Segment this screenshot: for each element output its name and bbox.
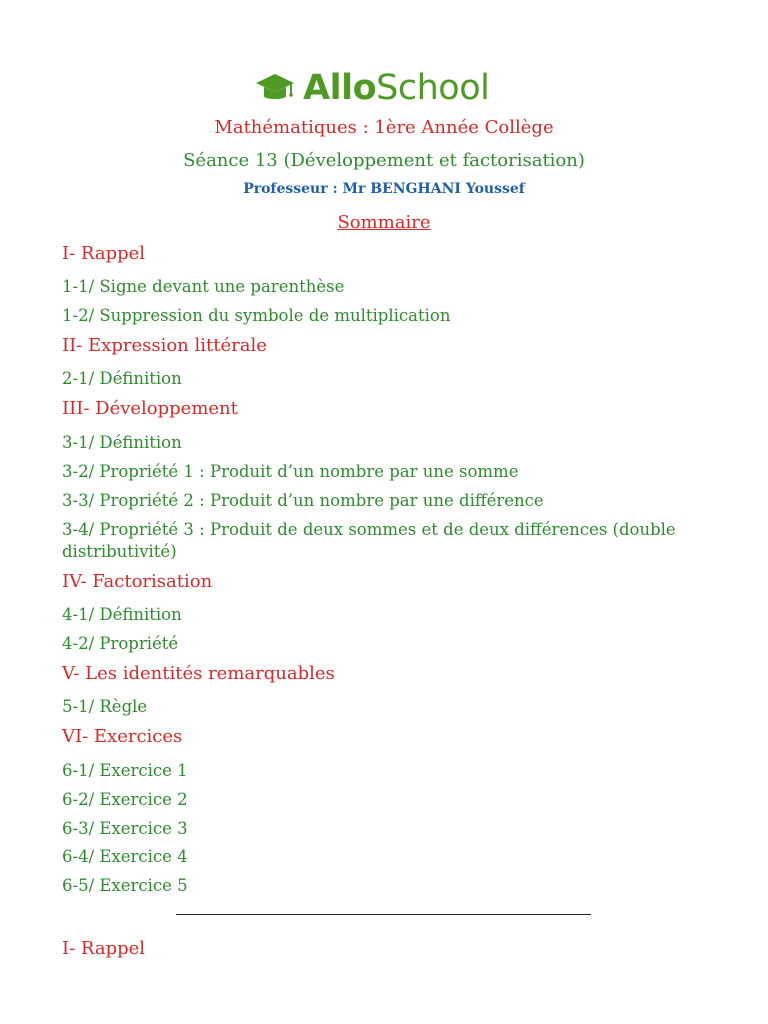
logo-wordmark	[303, 67, 490, 108]
section-heading-rappel: I- Rappel	[62, 938, 146, 959]
toc-section: IV- Factorisation	[62, 571, 213, 592]
session-title: Séance 13 (Développement et factorisation)	[183, 150, 585, 171]
horizontal-divider	[176, 914, 591, 915]
toc-subsection: 3-1/ Définition	[62, 433, 182, 452]
logo-text-bold: Allo	[303, 67, 377, 108]
toc-subsection: 5-1/ Règle	[62, 697, 148, 716]
toc-section: III- Développement	[62, 398, 238, 419]
toc-subsection: 6-5/ Exercice 5	[62, 876, 188, 895]
toc-subsection: 4-2/ Propriété	[62, 634, 179, 653]
toc-section: V- Les identités remarquables	[62, 663, 335, 684]
summary-heading: Sommaire	[337, 212, 431, 233]
toc-subsection: 4-1/ Définition	[62, 605, 182, 624]
toc-subsection: 3-4/ Propriété 3 : Produit de deux sommes et de deux différences (double distributivité)	[62, 520, 676, 561]
toc-subsection: 6-2/ Exercice 2	[62, 790, 188, 809]
toc-subsection: 6-3/ Exercice 3	[62, 819, 188, 838]
professor-name: Professeur : Mr BENGHANI Youssef	[243, 181, 525, 197]
toc-subsection: 6-4/ Exercice 4	[62, 847, 188, 866]
document-title: Mathématiques : 1ère Année Collège	[214, 117, 554, 138]
toc-subsection: 6-1/ Exercice 1	[62, 761, 188, 780]
toc-subsection: 2-1/ Définition	[62, 369, 182, 388]
toc-subsection: 3-2/ Propriété 1 : Produit d’un nombre par une somme	[62, 462, 519, 481]
toc-section: I- Rappel	[62, 243, 146, 264]
toc-section: II- Expression littérale	[62, 335, 267, 356]
toc-subsection: 3-3/ Propriété 2 : Produit d’un nombre par une différence	[62, 491, 544, 510]
alloschool-logo	[255, 64, 489, 112]
toc-subsection: 1-1/ Signe devant une parenthèse	[62, 277, 345, 296]
toc-section: VI- Exercices	[62, 726, 183, 747]
logo-text-regular: School	[376, 67, 490, 108]
toc-subsection: 1-2/ Suppression du symbole de multiplication	[62, 306, 451, 325]
graduation-cap-icon	[255, 70, 295, 106]
